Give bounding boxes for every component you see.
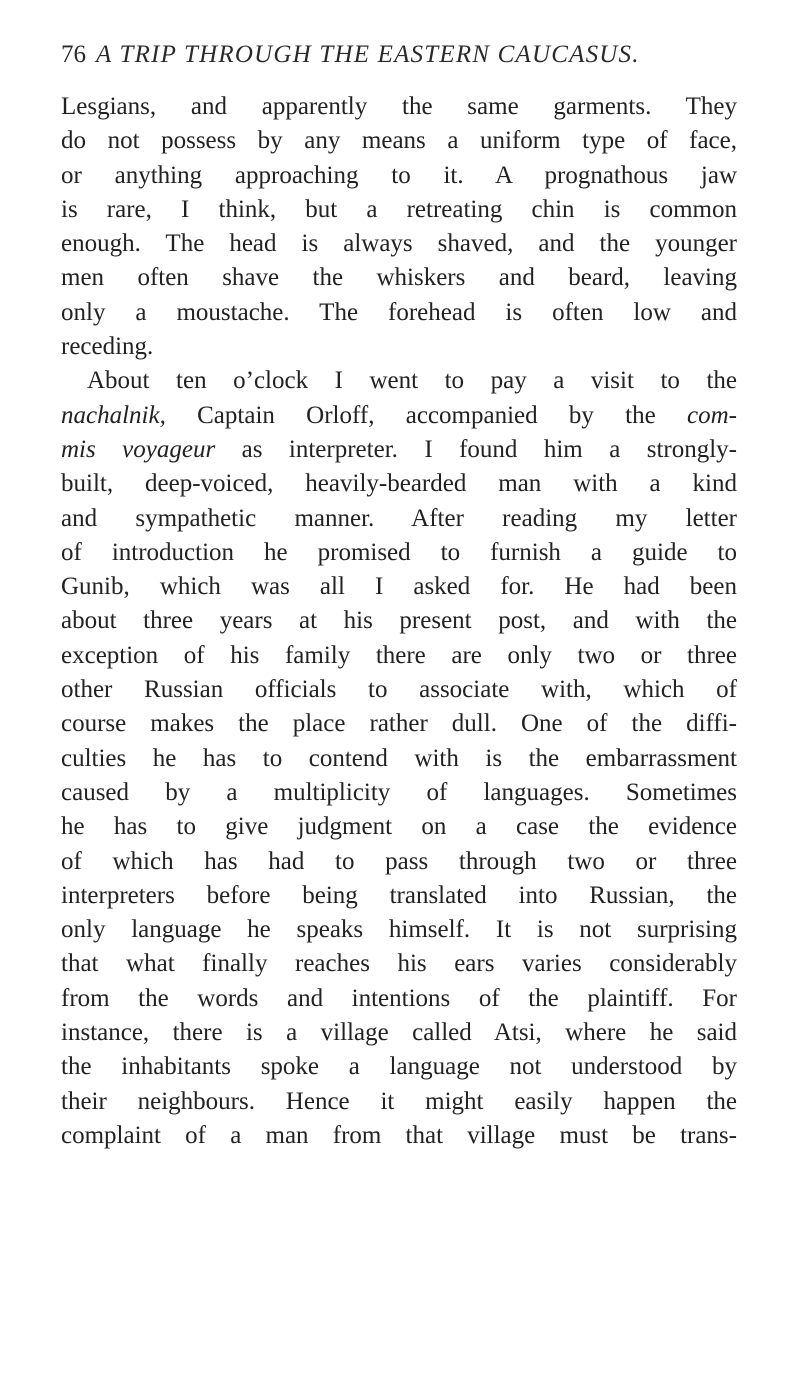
text-line: about three years at his present post, and with the xyxy=(61,607,737,635)
text-line: their neighbours. Hence it might easily happen the xyxy=(61,1087,737,1115)
text-line: About ten o’clock I went to pay a visit to the xyxy=(87,367,737,395)
italic-word: mis voyageur xyxy=(61,435,216,463)
text-line xyxy=(61,399,737,433)
italic-word: nachalnik, xyxy=(61,401,166,429)
text-line: receding. xyxy=(61,333,154,361)
italic-word: com- xyxy=(687,401,737,429)
text-line: men often shave the whiskers and beard, leaving xyxy=(61,264,737,292)
running-head xyxy=(61,40,737,70)
text-segment: as interpreter. I found him a strongly- xyxy=(215,435,737,463)
text-line: course makes the place rather dull. One of the diffi- xyxy=(61,710,737,738)
text-line: of introduction he promised to furnish a guide to xyxy=(61,538,737,566)
text-line: Gunib, which was all I asked for. He had been xyxy=(61,573,737,601)
text-line: of which has had to pass through two or three xyxy=(61,847,737,875)
text-line: only a moustache. The forehead is often low and xyxy=(61,298,737,326)
body-text xyxy=(61,90,737,1153)
text-segment: Captain Orloff, accompanied by the xyxy=(165,401,688,429)
text-line xyxy=(61,433,737,467)
book-page xyxy=(61,40,737,1153)
text-line: he has to give judgment on a case the evidence xyxy=(61,813,737,841)
text-line: other Russian officials to associate with, which of xyxy=(61,676,737,704)
text-line: interpreters before being translated into Russian, the xyxy=(61,881,737,909)
text-line: that what finally reaches his ears varies considerably xyxy=(61,950,737,978)
text-line: or anything approaching to it. A prognathous jaw xyxy=(61,161,737,189)
text-line: and sympathetic manner. After reading my letter xyxy=(61,504,737,532)
text-line: built, deep-voiced, heavily-bearded man with a kind xyxy=(61,470,737,498)
text-line: culties he has to contend with is the embarrassment xyxy=(61,744,737,772)
text-line: only language he speaks himself. It is not surprising xyxy=(61,916,737,944)
running-title: A TRIP THROUGH THE EASTERN CAUCASUS. xyxy=(96,41,640,68)
text-line: instance, there is a village called Atsi, where he said xyxy=(61,1019,737,1047)
text-line: Lesgians, and apparently the same garments. They xyxy=(61,93,737,120)
text-line: from the words and intentions of the plaintiff. For xyxy=(61,984,737,1012)
text-line: enough. The head is always shaved, and the younger xyxy=(61,230,737,258)
text-line: exception of his family there are only two or three xyxy=(61,641,737,669)
text-line: the inhabitants spoke a language not understood by xyxy=(61,1053,737,1081)
page-number: 76 xyxy=(61,41,86,68)
text-line: is rare, I think, but a retreating chin is common xyxy=(61,195,737,223)
text-line: caused by a multiplicity of languages. Sometimes xyxy=(61,778,737,806)
text-line: complaint of a man from that village must be trans- xyxy=(61,1121,737,1149)
text-line: do not possess by any means a uniform type of face, xyxy=(61,127,737,155)
